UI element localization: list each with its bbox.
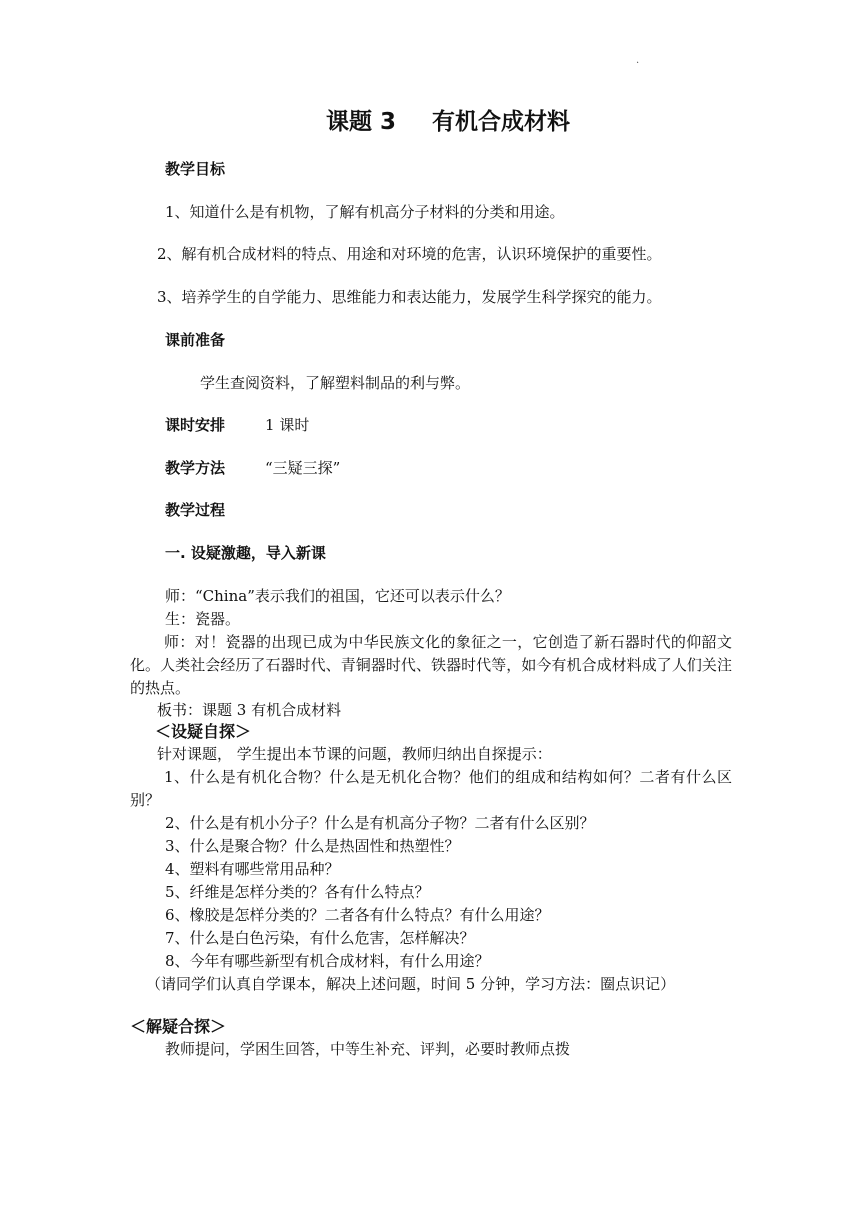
question-8: 8、今年有哪些新型有机合成材料，有什么用途？: [165, 952, 490, 970]
objective-2: 2、解有机合成材料的特点、用途和对环境的危害，认识环境保护的重要性。: [157, 245, 662, 263]
preparation-text: 学生查阅资料，了解塑料制品的利与弊。: [200, 374, 471, 392]
objectives-heading: 教学目标: [165, 160, 226, 178]
cooperative-text: 教师提问，学困生回答，中等生补充、评判，必要时教师点拨: [165, 1040, 571, 1058]
question-5: 5、纤维是怎样分类的？各有什么特点？: [165, 883, 430, 901]
preparation-heading: 课前准备: [165, 331, 226, 349]
question-3: 3、什么是聚合物？什么是热固性和热塑性？: [165, 837, 460, 855]
method-heading: 教学方法: [165, 459, 226, 477]
question-7: 7、什么是白色污染，有什么危害，怎样解决？: [165, 929, 475, 947]
teacher-question: 师：“China”表示我们的祖国，它还可以表示什么？: [165, 587, 510, 605]
question-4: 4、塑料有哪些常用品种？: [165, 860, 340, 878]
question-2: 2、什么是有机小分子？什么是有机高分子物？二者有什么区别？: [165, 814, 595, 832]
self-explore-intro: 针对课题， 学生提出本节课的问题，教师归纳出自探提示：: [157, 745, 552, 763]
schedule-row: [165, 414, 309, 437]
part1-heading: 一. 设疑激趣，导入新课: [165, 544, 326, 562]
cooperative-heading: ＜解疑合探＞: [130, 1017, 227, 1036]
self-study-note: （请同学们认真自学课本，解决上述问题，时间 5 分钟，学习方法：圈点识记）: [146, 975, 676, 993]
process-heading: 教学过程: [165, 501, 226, 519]
title-text: 有机合成材料: [432, 109, 570, 135]
page-title: [0, 103, 860, 141]
self-explore-heading: ＜设疑自探＞: [155, 722, 252, 741]
objective-1: 1、知道什么是有机物，了解有机高分子材料的分类和用途。: [165, 203, 565, 221]
teacher-response: 师：对！瓷器的出现已成为中华民族文化的象征之一，它创造了新石器时代的仰韶文化。人类社会经历了石器时代、青铜器时代、铁器时代等，如今有机合成材料成了人们关注的热点。: [130, 633, 732, 697]
objective-3: 3、培养学生的自学能力、思维能力和表达能力，发展学生科学探究的能力。: [157, 288, 662, 306]
schedule-heading: 课时安排: [165, 416, 226, 434]
schedule-value: 1 课时: [265, 416, 310, 434]
corner-dot: .: [636, 55, 640, 66]
method-value: “三疑三探”: [265, 459, 341, 477]
board-writing: 板书：课题 3 有机合成材料: [157, 701, 342, 719]
student-answer: 生：瓷器。: [165, 610, 241, 628]
title-number: 课题 3: [325, 109, 396, 135]
question-1: 1、什么是有机化合物？什么是无机化合物？他们的组成和结构如何？二者有什么区别？: [130, 768, 732, 809]
method-row: [165, 457, 340, 480]
question-6: 6、橡胶是怎样分类的？二者各有什么特点？有什么用途？: [165, 906, 550, 924]
